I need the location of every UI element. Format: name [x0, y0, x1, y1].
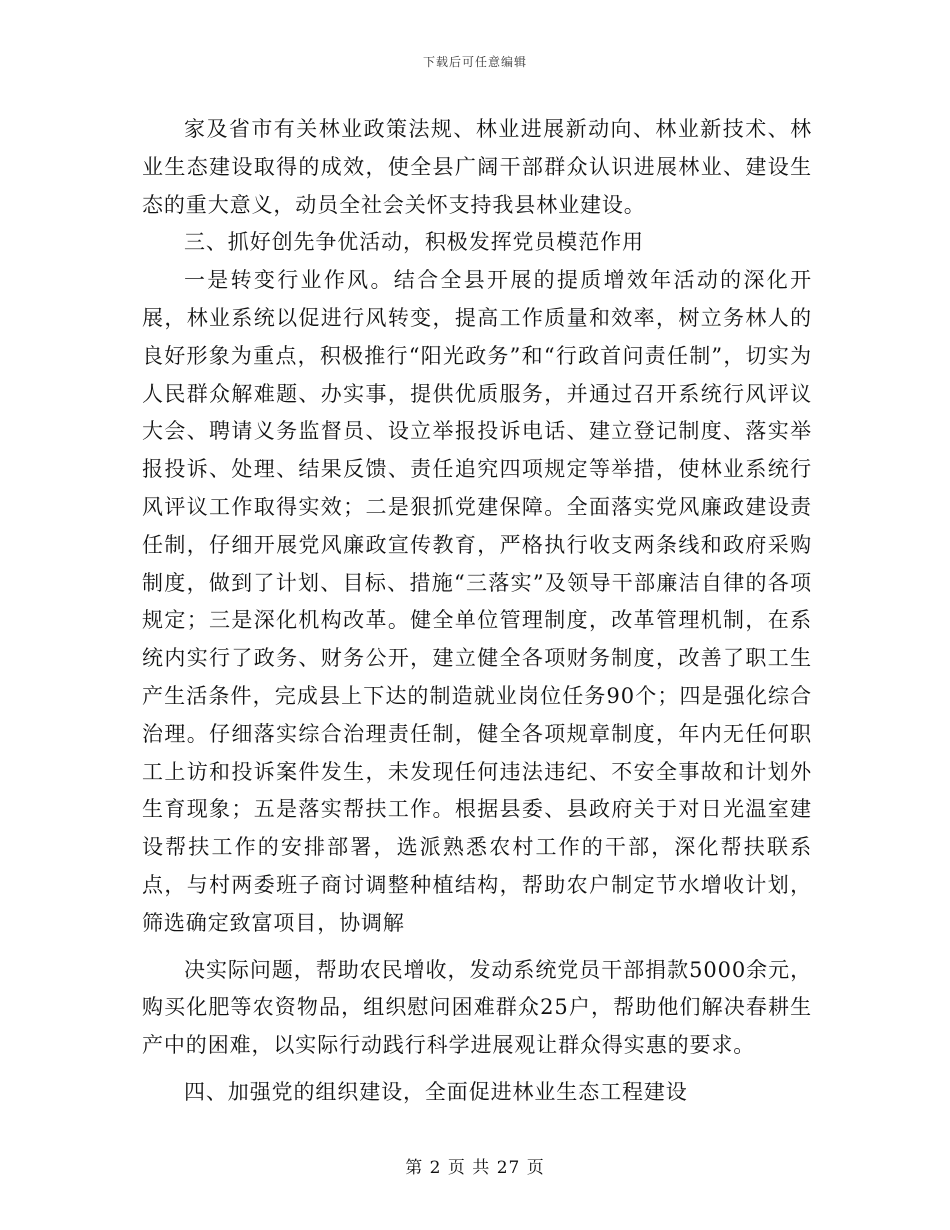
paragraph-main: 一是转变行业作风。结合全县开展的提质增效年活动的深化开展，林业系统以促进行风转变，提高工作质量和效率，树立务林人的良好形象为重点，积极推行“阳光政务”和“行政首问责任制”，切实为人民群众解难题、办实事，提供优质服务，并通过召开系统行风评议大会、聘请义务监督员、设立举报投诉电话、建立登记制度、落实举报投诉、处理、结果反馈、责任追究四项规定等举措，使林业系统行风评议工作取得实效；二是狠抓党建保障。全面落实党风廉政建设责任制，仔细开展党风廉政宣传教育，严格执行收支两条线和政府采购制度，做到了计划、目标、措施“三落实”及领导干部廉洁自律的各项规定；三是深化机构改革。健全单位管理制度，改革管理机制，在系统内实行了政务、财务公开，建立健全各项财务制度，改善了职工生产生活条件，完成县上下达的制造就业岗位任务90个；四是强化综合治理。仔细落实综合治理责任制，健全各项规章制度，年内无任何职工上访和投诉案件发生，未发现任何违法违纪、不安全事故和计划外生育现象；五是落实帮扶工作。根据县委、县政府关于对日光温室建设帮扶工作的安排部署，选派熟悉农村工作的干部，深化帮扶联系点，与村两委班子商讨调整种植结构，帮助农户制定节水增收计划，筛选确定致富项目，协调解 [142, 268, 812, 935]
page-number: 第 2 页 共 27 页 [405, 1158, 545, 1178]
paragraph-continued: 决实际问题，帮助农民增收，发动系统党员干部捐款5000余元，购买化肥等农资物品，组织慰问困难群众25户，帮助他们解决春耕生产中的困难，以实际行动践行科学进展观让群众得实惠的要求。 [142, 957, 812, 1058]
paragraph-continuation: 家及省市有关林业政策法规、林业进展新动向、林业新技术、林业生态建设取得的成效，使全县广阔干部群众认识进展林业、建设生态的重大意义，动员全社会关怀支持我县林业建设。 [142, 117, 812, 217]
page-header: 下载后可任意编辑 [422, 55, 527, 69]
section-heading-3: 三、抓好创先争优活动，积极发挥党员模范作用 [184, 230, 644, 255]
document-body [142, 111, 812, 1112]
section-heading-4: 四、加强党的组织建设，全面促进林业生态工程建设 [184, 1079, 688, 1104]
